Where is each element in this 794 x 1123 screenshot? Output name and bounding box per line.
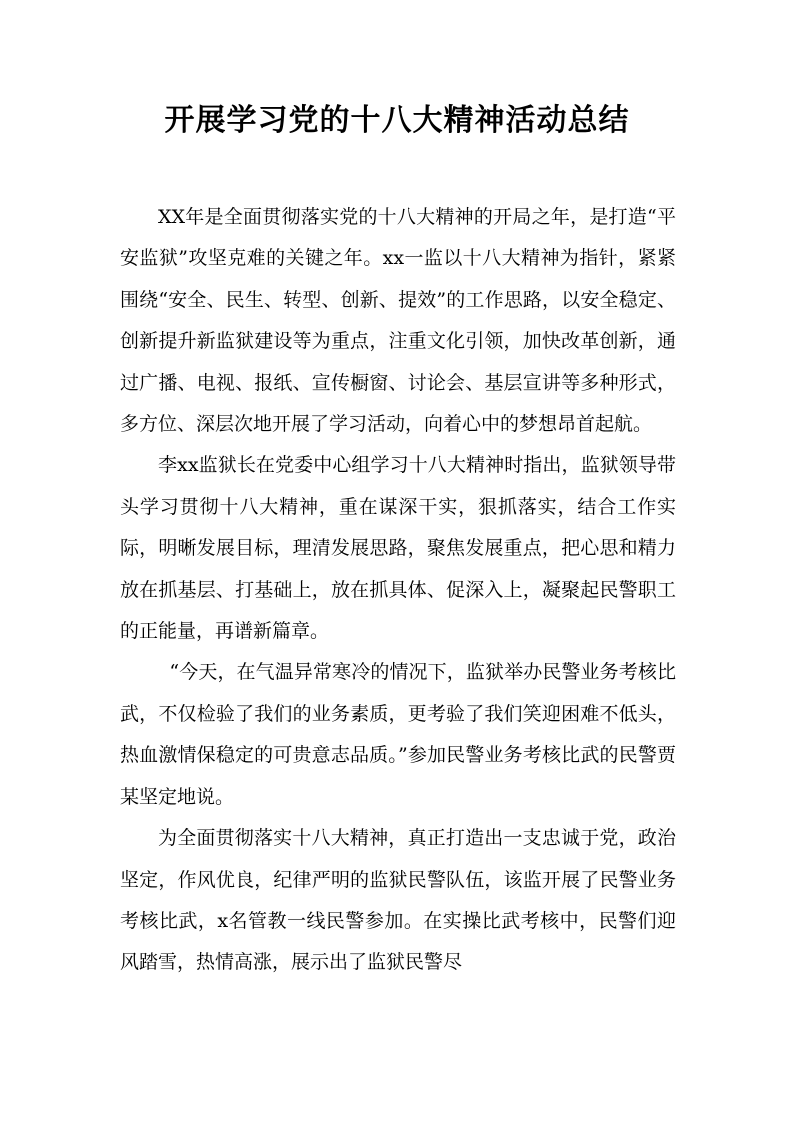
document-title: 开展学习党的十八大精神活动总结 <box>164 103 630 138</box>
paragraph-opening: XX年是全面贯彻落实党的十八大精神的开局之年，是打造“平安监狱”攻坚克难的关键之年。xx一监以十八大精神为指针，紧紧围绕“安全、民生、转型、创新、提效”的工作思路，以安全稳定、创新提升新监狱建设等为重点，注重文化引领，加快改革创新，通过广播、电视、报纸、宣传橱窗、讨论会、基层宣讲等多种形式，多方位、深层次地开展了学习活动，向着心中的梦想昂首起航。 <box>120 206 676 436</box>
paragraph-officer-quote: “今天，在气温异常寒冷的情况下，监狱举办民警业务考核比武，不仅检验了我们的业务素质，更考验了我们笑迎困难不低头，热血激情保稳定的可贵意志品质。”参加民警业务考核比武的民警贾某坚定地说。 <box>120 661 676 808</box>
paragraph-warden-remarks: 李xx监狱长在党委中心组学习十八大精神时指出，监狱领导带头学习贯彻十八大精神，重在谋深干实，狠抓落实，结合工作实际，明晰发展目标，理清发展思路，聚焦发展重点，把心思和精力放在抓基层、打基础上，放在抓具体、促深入上，凝聚起民警职工的正能量，再谱新篇章。 <box>120 454 676 643</box>
paragraph-competition: 为全面贯彻落实十八大精神，真正打造出一支忠诚于党，政治坚定，作风优良，纪律严明的监狱民警队伍，该监开展了民警业务考核比武，x名管教一线民警参加。在实操比武考核中，民警们迎风踏雪，热情高涨，展示出了监狱民警尽 <box>120 827 676 974</box>
document-body <box>120 197 676 984</box>
